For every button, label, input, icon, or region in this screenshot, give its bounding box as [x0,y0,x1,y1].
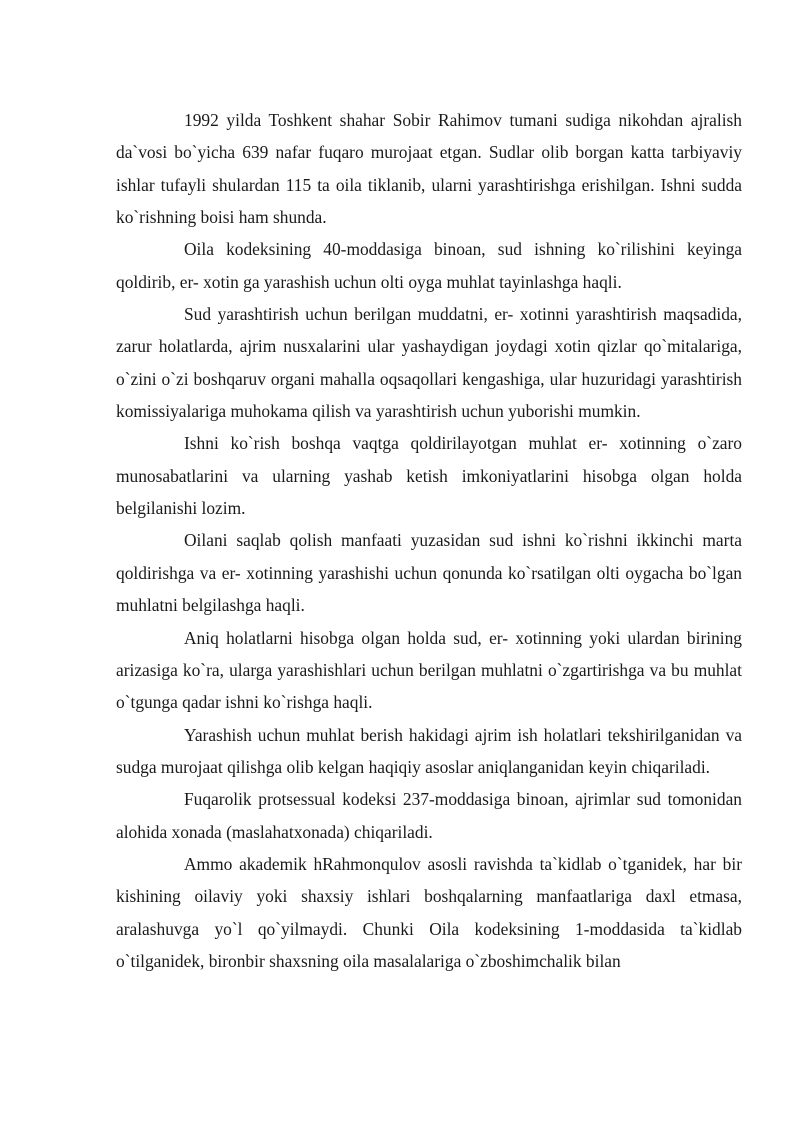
paragraph-family-code-article-40: Oila kodeksining 40-moddasiga binoan, sud ishning ko`rilishini keyinga qoldirib, er- xotin ga yarashish uchun olti oyga muhlat tayinlashga haqli. [116,239,742,292]
paragraph-court-statistics-1992: 1992 yilda Toshkent shahar Sobir Rahimov tumani sudiga nikohdan ajralish da`vosi bo`yicha 639 nafar fuqaro murojaat etgan. Sudlar olib borgan katta tarbiyaviy ishlar tufayli shulardan 115 ta oila tiklanib, ularni yarashtirishga erishilgan. Ishni sudda ko`rishning boisi ham shunda. [116,110,742,228]
paragraph-second-postponement: Oilani saqlab qolish manfaati yuzasidan sud ishni ko`rishni ikkinchi marta qoldirishga va er- xotinning yarashishi uchun qonunda ko`rsatilgan olti oygacha bo`lgan muhlatni belgilashga haqli. [116,530,742,616]
paragraph-non-interference: Ammo akademik hRahmonqulov asosli ravishda ta`kidlab o`tganidek, har bir kishining oilaviy yoki shaxsiy ishlari boshqalarning manfaatlariga daxl etmasa, aralashuvga yo`l qo`yilmaydi. Chunki Oila kodeksining 1-moddasida ta`kidlab o`tilganidek, bironbir shaxsning oila masalalariga o`zboshimchalik bilan [116,853,742,971]
paragraph-postponement-term: Ishni ko`rish boshqa vaqtga qoldirilayotgan muhlat er- xotinning o`zaro munosabatlarini va ularning yashab ketish imkoniyatlarini hisobga olgan holda belgilanishi lozim. [116,433,742,519]
document-page [116,104,742,977]
paragraph-ruling-issuance: Yarashish uchun muhlat berish hakidagi ajrim ish holatlari tekshirilganidan va sudga murojaat qilishga olib kelgan haqiqiy asoslar aniqlanganidan keyin chiqariladi. [116,724,742,777]
paragraph-reconciliation-referral: Sud yarashtirish uchun berilgan muddatni, er- xotinni yarashtirish maqsadida, zarur holatlarda, ajrim nusxalarini ular yashaydigan joydagi xotin qizlar qo`mitalariga, o`zini o`zi boshqaruv organi mahalla oqsaqollari kengashiga, ular huzuridagi yarashtirish komissiyalariga muhokama qilish va yarashtirish uchun yuborishi mumkin. [116,304,742,422]
paragraph-civil-procedure-article-237: Fuqarolik protsessual kodeksi 237-moddasiga binoan, ajrimlar sud tomonidan alohida xonada (maslahatxonada) chiqariladi. [116,789,742,842]
paragraph-term-modification: Aniq holatlarni hisobga olgan holda sud, er- xotinning yoki ulardan birining arizasiga ko`ra, ularga yarashishlari uchun berilgan muhlatni o`zgartirishga va bu muhlat o`tgunga qadar ishni ko`rishga haqli. [116,627,742,713]
